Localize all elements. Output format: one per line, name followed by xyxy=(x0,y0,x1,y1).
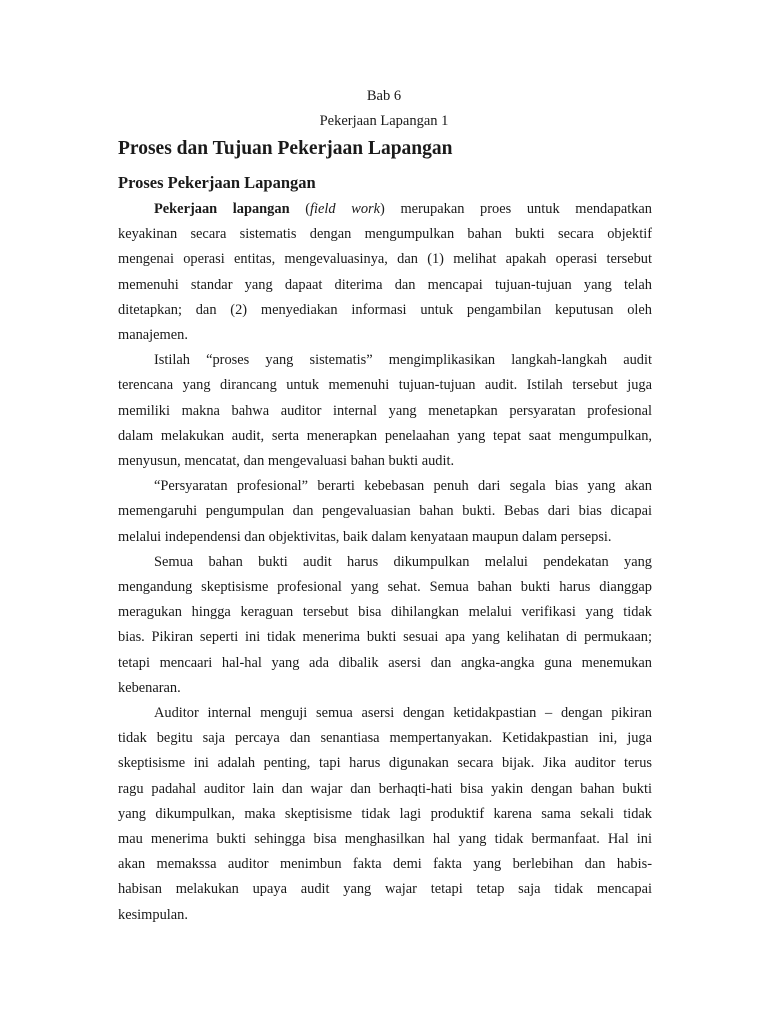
text-line: bias. Pikiran seperti ini tidak menerima bukti sesuai apa yang kelihatan di permukaan; xyxy=(118,629,652,646)
text-run: ( xyxy=(289,201,311,217)
text-line: Istilah “proses yang sistematis” mengimplikasikan langkah-langkah audit xyxy=(154,352,652,369)
main-heading: Proses dan Tujuan Pekerjaan Lapangan xyxy=(118,138,453,159)
chapter-subtitle: Pekerjaan Lapangan 1 xyxy=(319,113,449,129)
paragraph xyxy=(118,701,652,928)
italic-term: field work xyxy=(310,201,381,217)
body-text xyxy=(118,197,652,928)
text-line: memenuhi standar yang dapaat diterima dan mencapai tujuan-tujuan yang telah xyxy=(118,276,652,293)
text-line: Semua bahan bukti audit harus dikumpulkan melalui pendekatan yang xyxy=(154,553,652,570)
text-line: ditetapkan; dan (2) menyediakan informasi untuk pengambilan keputusan oleh xyxy=(118,301,652,318)
text-line: tidak begitu saja percaya dan senantiasa mempertanyakan. Ketidakpastian ini, juga xyxy=(118,730,652,747)
section-heading: Proses Pekerjaan Lapangan xyxy=(118,173,316,192)
text-line: mengenai operasi entitas, mengevaluasinya, dan (1) melihat apakah operasi tersebut xyxy=(118,251,652,268)
text-line: ragu padahal auditor lain dan wajar dan berhaqti-hati bisa yakin dengan bahan bukti xyxy=(118,780,652,797)
text-line: dalam melakukan audit, serta menerapkan penelaahan yang tepat saat mengumpulkan, xyxy=(118,427,652,444)
text-line: melalui independensi dan objektivitas, baik dalam kenyataan maupun dalam persepsi. xyxy=(118,528,612,545)
text-line: memengaruhi pengumpulan dan pengevaluasian bahan bukti. Bebas dari bias dicapai xyxy=(118,503,652,520)
text-line: mau menerima bukti sehingga bisa menghasilkan hal yang tidak bermanfaat. Hal ini xyxy=(118,831,652,848)
text-line: meragukan hingga keraguan tersebut bisa dihilangkan melalui verifikasi yang tidak xyxy=(118,604,652,621)
text-line: habisan melakukan upaya audit yang wajar tetapi tetap saja tidak mencapai xyxy=(118,881,652,898)
bold-term: Pekerjaan lapangan xyxy=(154,201,290,217)
paragraph xyxy=(118,474,652,550)
text-line: akan memakssa auditor menimbun fakta demi fakta yang berlebihan dan habis- xyxy=(118,856,652,873)
text-line: skeptisisme ini adalah penting, tapi harus digunakan secara bijak. Jika auditor terus xyxy=(118,755,652,772)
text-line: terencana yang dirancang untuk memenuhi tujuan-tujuan audit. Istilah tersebut juga xyxy=(118,377,652,394)
text-line: kebenaran. xyxy=(118,679,181,696)
text-line: kesimpulan. xyxy=(118,906,188,923)
chapter-label: Bab 6 xyxy=(366,88,402,104)
text-line: keyakinan secara sistematis dengan mengumpulkan bahan bukti secara objektif xyxy=(118,226,652,243)
text-line: mengandung skeptisisme profesional yang sehat. Semua bahan bukti harus dianggap xyxy=(118,579,652,596)
paragraph xyxy=(118,348,652,474)
text-run: ) merupakan proes untuk mendapatkan xyxy=(380,201,652,217)
text-line: memiliki makna bahwa auditor internal yang menetapkan persyaratan profesional xyxy=(118,402,652,419)
text-line: Auditor internal menguji semua asersi dengan ketidakpastian – dengan pikiran xyxy=(154,705,652,722)
text-line: yang dikumpulkan, maka skeptisisme tidak lagi produktif karena sama sekali tidak xyxy=(118,805,652,822)
paragraph xyxy=(118,550,652,701)
paragraph xyxy=(118,197,652,348)
text-line: manajemen. xyxy=(118,327,188,344)
text-line: “Persyaratan profesional” berarti kebebasan penuh dari segala bias yang akan xyxy=(154,478,652,495)
text-line: menyusun, mencatat, dan mengevaluasi bahan bukti audit. xyxy=(118,453,455,470)
text-line xyxy=(118,197,652,222)
text-line: tetapi mencaari hal-hal yang ada dibalik asersi dan angka-angka guna menemukan xyxy=(118,654,652,671)
